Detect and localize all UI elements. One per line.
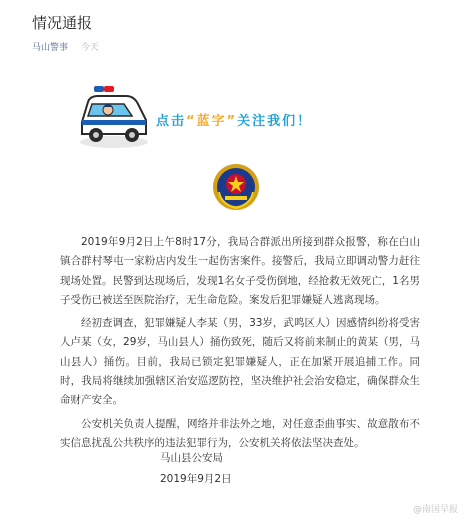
police-emblem-icon xyxy=(211,162,261,212)
publish-date: 今天 xyxy=(80,43,99,53)
watermark: @南国早报 xyxy=(412,505,458,515)
account-name-link[interactable]: 马山警事 xyxy=(32,43,69,53)
police-car-icon xyxy=(74,80,154,154)
signature-date: 2019年9月2日 xyxy=(160,473,232,485)
article-body xyxy=(60,233,420,453)
follow-prompt[interactable] xyxy=(156,110,312,129)
follow-prompt-highlight: “蓝字” xyxy=(186,114,238,129)
signature-org: 马山县公安局 xyxy=(160,452,223,464)
signature-block xyxy=(160,448,232,490)
article-meta xyxy=(32,40,99,53)
follow-prompt-tail: 关注我们！ xyxy=(237,114,313,129)
paragraph-incident: 2019年9月2日上午8时17分，我局合群派出所接到群众报警，称在白山镇合群村琴屯一家粉店内发生一起伤害案件。接警后，我局立即调动警力赶往现场处置。民警到达现场后，发现1名女子受伤倒地，经抢救无效死亡，1名男子受伤已被送至医院治疗，无生命危险。案发后犯罪嫌疑人逃离现场。 xyxy=(60,236,420,306)
follow-prompt-lead: 点击 xyxy=(156,114,187,129)
paragraph-warning: 公安机关负责人提醒，网络并非法外之地，对任意歪曲事实、故意散布不实信息扰乱公共秩序的违法犯罪行为，公安机关将依法坚决查处。 xyxy=(60,417,420,449)
police-car-label: POLICE xyxy=(102,128,126,134)
paragraph-investigation: 经初查调查，犯罪嫌疑人李某（男，33岁，武鸣区人）因感情纠纷将受害人卢某（女，29岁，马山县人）捅伤致死，随后又将前来制止的黄某（男，马山县人）捅伤。目前，我局已锁定犯罪嫌疑人，正在加紧开展追捕工作。同时，我局将继续加强辖区治安巡逻防控，坚决维护社会治安稳定，确保群众生命财产安全。 xyxy=(60,317,420,407)
article-title: 情况通报 xyxy=(32,14,93,32)
follow-banner xyxy=(74,80,414,154)
